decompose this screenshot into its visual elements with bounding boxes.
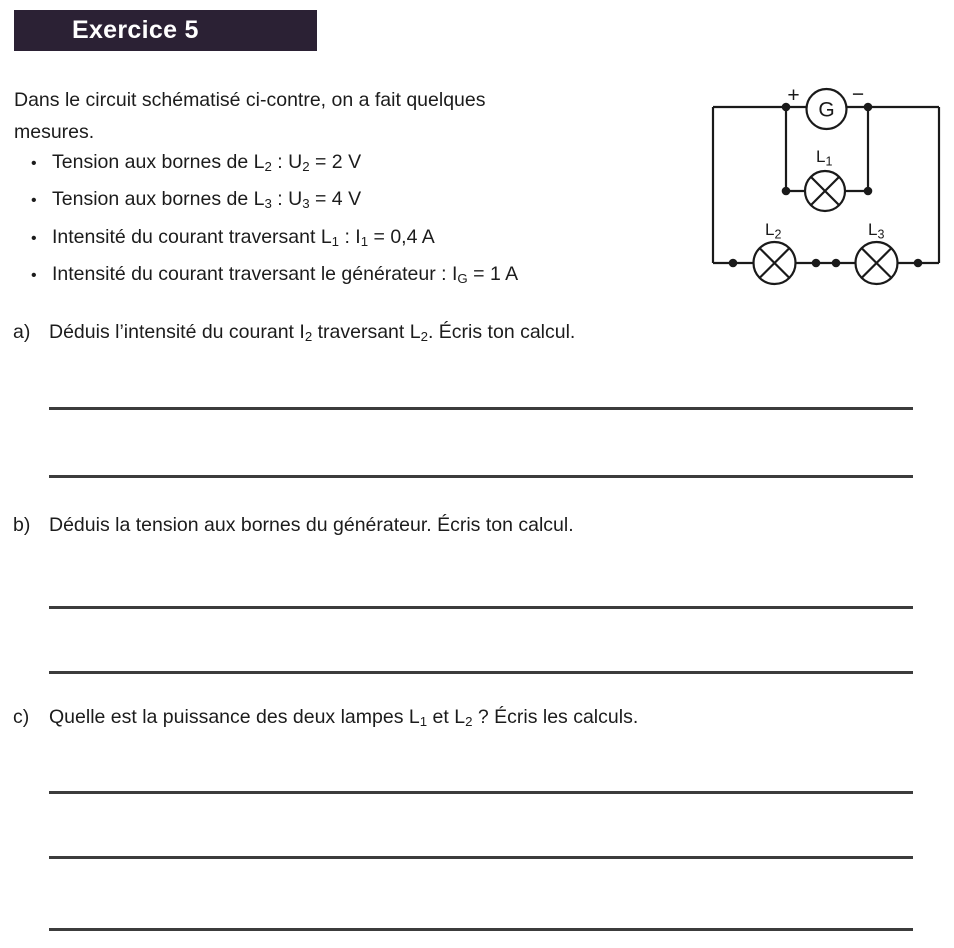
bullet-icon: • [31, 192, 37, 210]
lamp-l3-symbol [856, 242, 898, 284]
generator-label: G [818, 98, 835, 122]
lamp-l2-symbol [754, 242, 796, 284]
circuit-diagram-icon [690, 75, 954, 305]
measurement-text: Intensité du courant traversant $L_1$ : $I_1 = 0,4$ A [52, 225, 435, 249]
bullet-icon: • [31, 229, 37, 247]
list-item [31, 146, 518, 183]
list-item [31, 221, 518, 258]
answer-line [49, 475, 913, 478]
answer-line [49, 407, 913, 410]
question-a [13, 317, 575, 352]
question-b [13, 510, 574, 540]
list-item [31, 183, 518, 220]
lamp-l3-label: $L_3$ [868, 220, 885, 242]
bullet-icon: • [31, 266, 37, 284]
junction-dots [729, 103, 923, 268]
question-b-label: b) [13, 514, 31, 536]
question-c [13, 702, 638, 737]
exercise-title: Exercice 5 [72, 16, 199, 44]
intro-line-2: mesures. [14, 121, 95, 143]
question-b-text: Déduis la tension aux bornes du générateur. Écris ton calcul. [49, 514, 574, 536]
question-a-label: a) [13, 321, 31, 343]
answer-line [49, 928, 913, 931]
intro-paragraph [14, 84, 485, 148]
exercise-header-bar [14, 10, 317, 51]
answer-line [49, 791, 913, 794]
measurement-text: Tension aux bornes de $L_2$ : $U_2 = 2$ V [52, 151, 362, 174]
generator-plus-terminal-label: + [787, 84, 800, 107]
measurement-text: Intensité du courant traversant le générateur : $I_G = 1$ A [52, 262, 519, 286]
list-item [31, 258, 518, 295]
measurements-list [31, 146, 518, 295]
measurement-text: Tension aux bornes de $L_3$ : $U_3 = 4$ V [52, 188, 362, 212]
generator-minus-terminal-label: − [851, 83, 865, 106]
intro-line-1: Dans le circuit schématisé ci-contre, on a fait quelques [14, 89, 486, 111]
answer-line [49, 671, 913, 674]
answer-line [49, 606, 913, 609]
answer-line [49, 856, 913, 859]
lamp-l2-label: $L_2$ [765, 220, 782, 242]
question-a-text: Déduis l’intensité du courant $I_2$ traversant $L_2$. Écris ton calcul. [49, 321, 576, 344]
question-c-text: Quelle est la puissance des deux lampes $L_1$ et $L_2$ ? Écris les calculs. [49, 706, 639, 729]
lamp-l1-label: $L_1$ [816, 147, 833, 169]
bullet-icon: • [31, 155, 37, 172]
lamp-l1-symbol [805, 171, 845, 211]
question-c-label: c) [13, 706, 30, 728]
